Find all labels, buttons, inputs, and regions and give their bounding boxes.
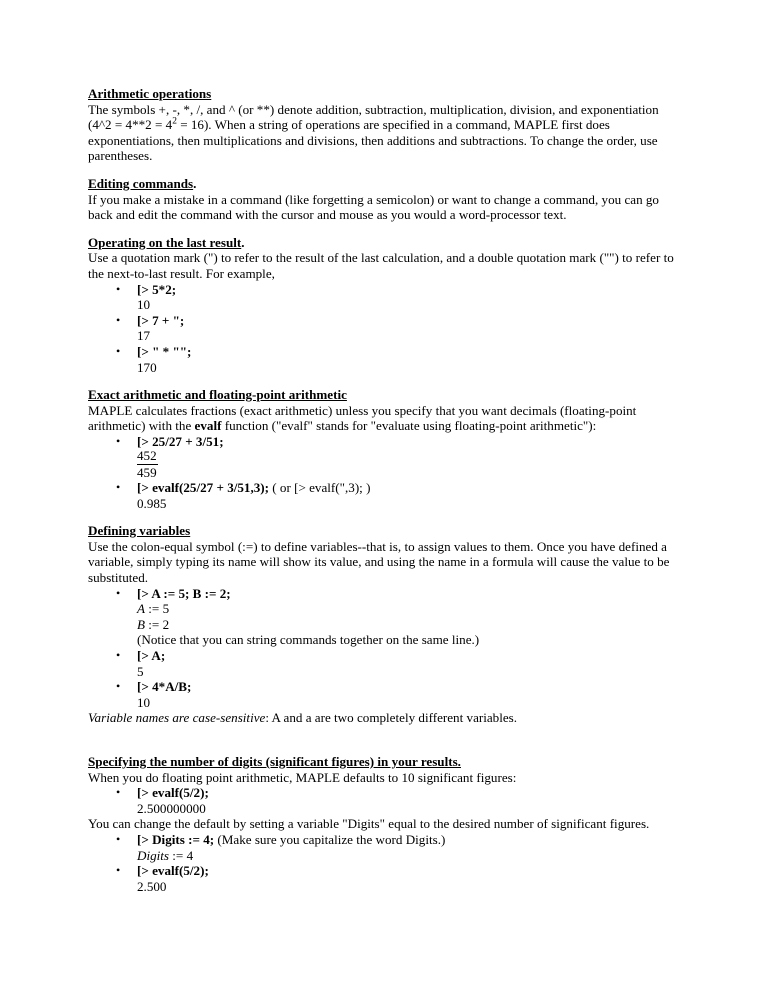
paragraph-digits-top: When you do floating point arithmetic, MAPLE defaults to 10 significant figures: [88, 769, 517, 785]
heading-defining-variables [88, 523, 682, 539]
maple-output: 2.500000000 [137, 800, 206, 816]
paragraph-case-sensitivity [88, 710, 682, 726]
case-sensitive-rest: : A and a are two completely different variables. [265, 710, 518, 726]
heading-exact-arithmetic [88, 387, 682, 403]
heading-tail: . [241, 234, 245, 250]
list-item [88, 344, 682, 375]
maple-output-b [137, 617, 682, 633]
paragraph-operating-on-last-result: Use a quotation mark (") to refer to the result of the last calculation, and a double quotation mark ("") to refer to the next-to-last result. For example, [88, 250, 674, 281]
case-sensitive-emphasis: Variable names are case-sensitive [88, 710, 266, 726]
maple-output: 2.500 [137, 878, 167, 894]
variable-value: := 2 [145, 616, 170, 632]
maple-output: 170 [137, 359, 157, 375]
fraction-output [137, 449, 158, 480]
maple-output [137, 848, 682, 864]
maple-output: 10 [137, 297, 151, 313]
heading-specifying-digits [88, 754, 682, 770]
heading-operating-on-last-result [88, 235, 682, 251]
paragraph-editing-commands: If you make a mistake in a command (like forgetting a semicolon) or want to change a command, you can go back and edit the command with the cursor and mouse as you would a word-processor text. [88, 191, 659, 223]
document-body [88, 86, 682, 894]
heading-text: Operating on the last result [88, 234, 242, 250]
paragraph-digits-mid: You can change the default by setting a variable "Digits" equal to the desired number of significant figures. [88, 816, 650, 832]
list-item [88, 832, 682, 863]
maple-output: 0.985 [137, 495, 167, 511]
maple-command: • [> 4*A/B; [137, 679, 192, 695]
list-item [88, 863, 682, 894]
maple-command-bold: [> evalf(25/27 + 3/51,3); [137, 480, 270, 496]
heading-text: Editing commands [88, 175, 194, 191]
heading-text: Arithmetic operations [88, 86, 212, 101]
maple-command: • [> A := 5; B := 2; [137, 585, 231, 601]
section-exact-arithmetic [88, 387, 682, 511]
list-item [88, 434, 682, 480]
variable-name: B [137, 616, 145, 632]
paragraph-part-b: = 16). When a string of operations are specified in a command, MAPLE first does exponentiations, then multiplications and divisions, then additions and subtractions. To change the order, use parentheses. [88, 117, 658, 164]
maple-command: • [> 25/27 + 3/51; [137, 433, 224, 449]
list-item [88, 785, 682, 816]
maple-command [137, 480, 682, 496]
maple-output: 5 [137, 663, 144, 679]
section-spacer [88, 738, 682, 754]
command-list-digits-default [88, 785, 682, 816]
maple-output: 17 [137, 328, 151, 344]
command-list-digits-custom [88, 832, 682, 894]
maple-output: 10 [137, 694, 151, 710]
evalf-keyword: evalf [194, 418, 222, 434]
list-item [88, 679, 682, 710]
paragraph-part-b: function ("evalf" stands for "evaluate using floating-point arithmetic"): [221, 418, 597, 434]
fraction-denominator: 459 [137, 464, 157, 480]
list-item [88, 480, 682, 511]
paragraph-part-a: MAPLE calculates fractions (exact arithmetic) unless you specify that you want decimals (floating-point arithmetic) with the [88, 402, 637, 434]
section-defining-variables [88, 523, 682, 726]
paragraph-part-a: The symbols +, -, *, /, and ^ (or **) denote addition, subtraction, multiplication, division, and exponentiation (4^2 = 4**2 = 4 [88, 101, 659, 133]
maple-command-note: (Make sure you capitalize the word Digits.) [214, 831, 446, 847]
maple-command-bold: [> Digits := 4; [137, 831, 215, 847]
variable-name: Digits [137, 847, 170, 863]
section-specifying-digits [88, 754, 682, 894]
command-list-exact-arithmetic [88, 434, 682, 511]
fraction-numerator: 452 [137, 448, 157, 464]
list-item [88, 586, 682, 648]
paragraph-exact-arithmetic [88, 403, 682, 434]
heading-arithmetic-operations [88, 86, 682, 102]
list-item [88, 282, 682, 313]
heading-text: Exact arithmetic and floating-point arithmetic [88, 387, 347, 403]
command-list-last-result [88, 282, 682, 376]
list-item [88, 648, 682, 679]
variable-value: := 5 [145, 601, 170, 617]
maple-command-alt: ( or [> evalf(",3); ) [269, 480, 371, 496]
maple-command: • [> " * ""; [137, 343, 192, 359]
heading-text: Specifying the number of digits (significant figures) in your results. [88, 753, 461, 769]
section-operating-on-last-result [88, 235, 682, 375]
variable-name: A [137, 601, 145, 617]
variable-value: := 4 [169, 847, 194, 863]
maple-command: • [> A; [137, 648, 166, 664]
maple-command: • [> evalf(5/2); [137, 785, 209, 801]
paragraph-arithmetic-operations [88, 102, 682, 164]
paragraph-defining-variables: Use the colon-equal symbol (:=) to define variables--that is, to assign values to them. Once you have defined a variable, simply typing its name will show its value, and using the name in a formula will cause the value to be substituted. [88, 538, 670, 586]
command-list-defining-variables [88, 586, 682, 711]
heading-text: Defining variables [88, 523, 191, 539]
maple-command: • [> evalf(5/2); [137, 863, 209, 879]
inline-note: (Notice that you can string commands together on the same line.) [137, 632, 480, 648]
section-editing-commands [88, 176, 682, 223]
maple-command: • [> 5*2; [137, 281, 177, 297]
section-arithmetic-operations [88, 86, 682, 164]
heading-tail: . [193, 175, 197, 191]
heading-editing-commands [88, 176, 682, 192]
maple-command [137, 832, 682, 848]
maple-command: • [> 7 + "; [137, 312, 185, 328]
list-item [88, 313, 682, 344]
exponent-superscript: 2 [172, 116, 177, 127]
maple-output-a [137, 601, 682, 617]
